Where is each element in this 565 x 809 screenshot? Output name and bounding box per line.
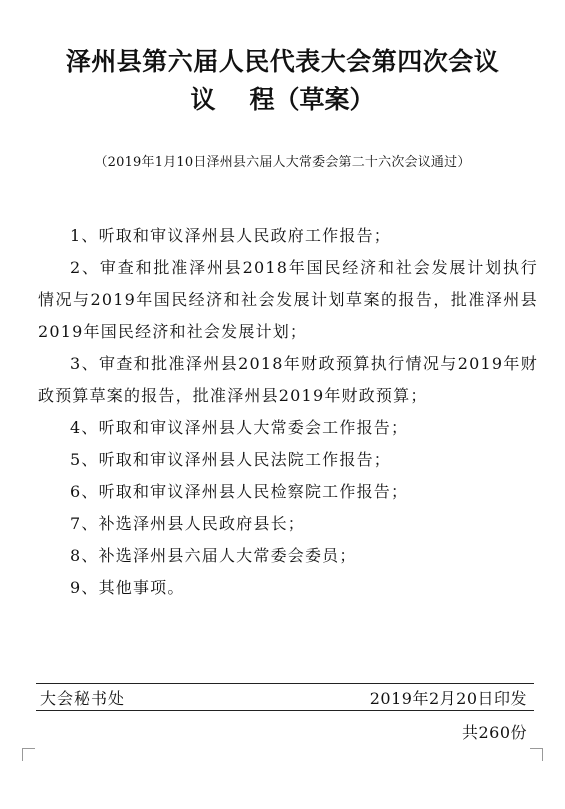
page-corner-mark-left	[22, 748, 35, 761]
footer-copies: 共260份	[461, 723, 527, 742]
title-line2-part2: 程（草案）	[249, 85, 375, 114]
agenda-item-6: 6、听取和审议泽州县人民检察院工作报告；	[70, 482, 409, 501]
footer-print-date: 2019年2月20日印发	[369, 689, 527, 708]
agenda-item-8: 8、补选泽州县六届人大常委会委员；	[70, 546, 357, 565]
agenda-item-9: 9、其他事项。	[70, 578, 185, 597]
footer-bottom-rule	[36, 710, 534, 711]
title-line2-part1: 议	[190, 85, 216, 114]
page-corner-mark-right	[530, 748, 543, 761]
document-title-line2	[0, 80, 565, 116]
footer-issuer: 大会秘书处	[40, 689, 126, 708]
agenda-item-7: 7、补选泽州县人民政府县长；	[70, 514, 305, 533]
agenda-item-2: 2、审查和批准泽州县2018年国民经济和社会发展计划执行情况与2019年国民经济和社会发展计划草案的报告，批准泽州县2019年国民经济和社会发展计划；	[38, 258, 538, 341]
document-subtitle: （2019年1月10日泽州县六届人大常委会第二十六次会议通过）	[94, 155, 471, 170]
footer-top-rule	[36, 683, 534, 684]
agenda-item-1: 1、听取和审议泽州县人民政府工作报告；	[70, 226, 391, 245]
agenda-list	[38, 220, 538, 604]
agenda-item-5: 5、听取和审议泽州县人民法院工作报告；	[70, 450, 391, 469]
agenda-item-4: 4、听取和审议泽州县人大常委会工作报告；	[70, 418, 409, 437]
document-title-line1: 泽州县第六届人民代表大会第四次会议	[65, 47, 500, 76]
agenda-item-3: 3、审查和批准泽州县2018年财政预算执行情况与2019年财政预算草案的报告，批准泽州县2019年财政预算；	[38, 354, 538, 405]
